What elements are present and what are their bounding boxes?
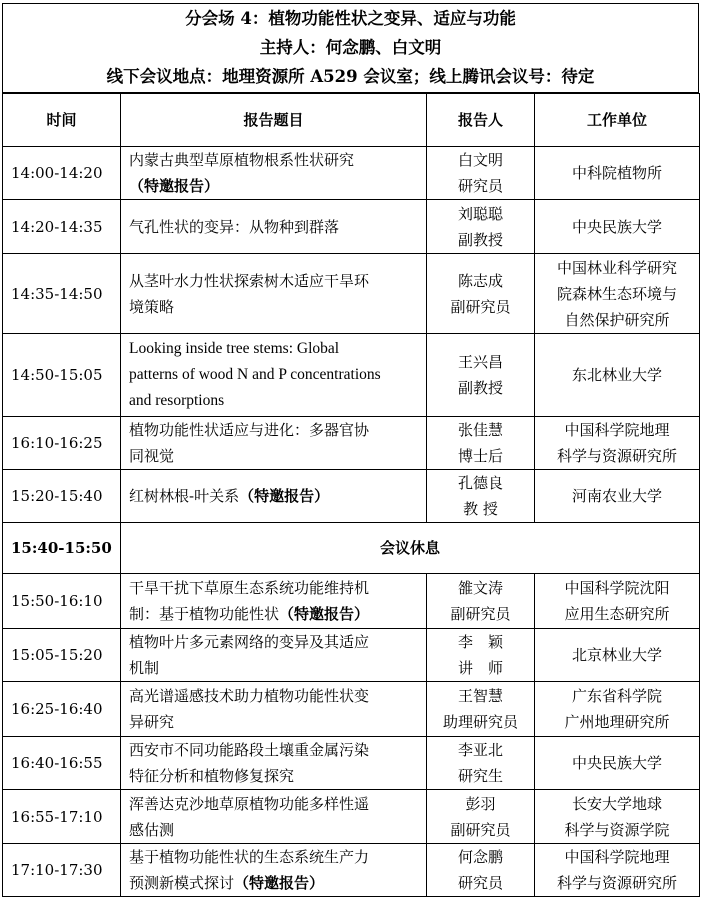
- session-header: [2, 3, 699, 93]
- cell-line: 中国林业科学研究: [556, 258, 677, 277]
- cell-line: 白文明: [457, 151, 503, 169]
- topic-cell: [121, 844, 427, 897]
- column-header-speaker: 报告人: [427, 94, 535, 147]
- cell-line: 副研究员: [450, 605, 511, 623]
- cell-line: 中央民族大学: [571, 754, 662, 772]
- speaker-cell: [427, 682, 535, 737]
- topic-line: 内蒙古典型草原植物根系性状研究: [129, 151, 355, 169]
- topic-line: 植物功能性状适应与进化：多器官协: [129, 421, 370, 439]
- topic-line: 植物叶片多元素网络的变异及其适应: [129, 633, 370, 651]
- affiliation-cell: [535, 682, 700, 737]
- affiliation-cell: [535, 629, 700, 682]
- topic-line: 预测新模式探讨: [129, 874, 235, 892]
- topic-line: Looking inside tree stems: Global: [129, 340, 340, 357]
- table-row: [3, 254, 700, 334]
- speaker-cell: [427, 417, 535, 470]
- cell-line: 研究生: [457, 767, 503, 785]
- speaker-cell: [427, 147, 535, 200]
- affiliation-cell: [535, 254, 700, 334]
- session-host: 主持人：何念鹏、白文明: [259, 38, 442, 57]
- cell-line: 河南农业大学: [571, 487, 662, 505]
- time-cell: 16:55-17:10: [3, 790, 121, 844]
- topic-cell: [121, 629, 427, 682]
- topic-line: 制：基于植物功能性状: [129, 605, 280, 623]
- table-row: [3, 574, 700, 629]
- table-row: [3, 629, 700, 682]
- affiliation-cell: [535, 200, 700, 254]
- time-cell: 14:35-14:50: [3, 254, 121, 334]
- topic-cell: [121, 147, 427, 200]
- table-row: [3, 790, 700, 844]
- cell-line: 博士后: [457, 447, 503, 465]
- topic-cell: [121, 790, 427, 844]
- speaker-cell: [427, 200, 535, 254]
- table-row: [3, 200, 700, 254]
- time-cell: 15:05-15:20: [3, 629, 121, 682]
- affiliation-cell: [535, 334, 700, 417]
- cell-line: 副研究员: [450, 297, 511, 316]
- time-cell: 16:25-16:40: [3, 682, 121, 737]
- cell-line: 科学与资源研究所: [556, 447, 677, 465]
- column-header-time: 时间: [3, 94, 121, 147]
- topic-line-wrap: [129, 173, 422, 199]
- topic-cell: [121, 334, 427, 417]
- cell-line: 自然保护研究所: [564, 310, 670, 329]
- session-venue: 线下会议地点：地理资源所 A529 会议室；线上腾讯会议号：待定: [106, 67, 595, 86]
- topic-line: 从茎叶水力性状探索树木适应干旱环: [129, 271, 370, 290]
- cell-line: 应用生态研究所: [564, 605, 670, 623]
- topic-cell: [121, 254, 427, 334]
- cell-line: 长安大学地球: [571, 794, 662, 813]
- topic-line: and resorptions: [129, 392, 225, 409]
- table-row: [3, 737, 700, 790]
- topic-line: patterns of wood N and P concentrations: [129, 366, 381, 383]
- table-row: [3, 334, 700, 417]
- topic-line: 同视觉: [129, 447, 175, 465]
- break-label: 会议休息: [121, 523, 700, 574]
- topic-line: 浑善达克沙地草原植物功能多样性遥: [129, 794, 370, 813]
- speaker-cell: [427, 334, 535, 417]
- time-cell: 15:20-15:40: [3, 470, 121, 523]
- table-row: [3, 682, 700, 737]
- cell-line: 中国科学院地理: [564, 421, 670, 439]
- affiliation-cell: [535, 574, 700, 629]
- topic-line-wrap: [129, 601, 422, 627]
- cell-line: 李 颖: [457, 633, 503, 651]
- cell-line: 北京林业大学: [571, 646, 662, 664]
- speaker-cell: [427, 254, 535, 334]
- cell-line: 副教授: [457, 230, 503, 249]
- topic-line-wrap: [129, 870, 422, 896]
- affiliation-cell: [535, 790, 700, 844]
- table-row: [3, 470, 700, 523]
- table-row: [3, 844, 700, 897]
- cell-line: 王兴昌: [457, 353, 503, 371]
- cell-line: 雒文涛: [457, 579, 503, 597]
- cell-line: 中国科学院沈阳: [564, 579, 670, 597]
- cell-line: 副研究员: [450, 820, 511, 839]
- affiliation-cell: [535, 844, 700, 897]
- cell-line: 助理研究员: [442, 713, 518, 731]
- topic-cell: [121, 200, 427, 254]
- topic-line: 境策略: [129, 297, 175, 316]
- break-row: [3, 523, 700, 574]
- speaker-cell: [427, 574, 535, 629]
- break-time: 15:40-15:50: [3, 523, 121, 574]
- invited-talk-tag: （特邀报告）: [129, 177, 220, 195]
- cell-line: 李亚北: [457, 741, 503, 759]
- topic-cell: [121, 737, 427, 790]
- cell-line: 副教授: [457, 379, 503, 397]
- cell-line: 科学与资源研究所: [556, 874, 677, 892]
- cell-line: 讲 师: [457, 659, 503, 677]
- time-cell: 14:20-14:35: [3, 200, 121, 254]
- affiliation-cell: [535, 737, 700, 790]
- cell-line: 陈志成: [457, 271, 503, 290]
- speaker-cell: [427, 790, 535, 844]
- affiliation-cell: [535, 417, 700, 470]
- topic-line: 机制: [129, 659, 160, 677]
- cell-line: 广东省科学院: [571, 687, 662, 705]
- topic-cell: [121, 574, 427, 629]
- topic-cell: [121, 682, 427, 737]
- affiliation-cell: [535, 147, 700, 200]
- cell-line: 王智慧: [457, 687, 503, 705]
- time-cell: 16:10-16:25: [3, 417, 121, 470]
- affiliation-cell: [535, 470, 700, 523]
- speaker-cell: [427, 629, 535, 682]
- table-row: [3, 147, 700, 200]
- topic-line: 特征分析和植物修复探究: [129, 767, 295, 785]
- topic-line: 基于植物功能性状的生态系统生产力: [129, 848, 370, 866]
- cell-line: 东北林业大学: [571, 366, 662, 384]
- cell-line: 科学与资源学院: [564, 820, 670, 839]
- cell-line: 张佳慧: [457, 421, 503, 439]
- cell-line: 刘聪聪: [457, 204, 503, 223]
- table-header-row: [3, 94, 700, 147]
- cell-line: 教 授: [463, 500, 498, 518]
- column-header-unit: 工作单位: [535, 94, 700, 147]
- topic-line: 红树林根-叶关系: [129, 487, 240, 505]
- speaker-cell: [427, 470, 535, 523]
- schedule-table: [2, 93, 700, 897]
- topic-cell: [121, 470, 427, 523]
- speaker-cell: [427, 844, 535, 897]
- cell-line: 广州地理研究所: [564, 713, 670, 731]
- session-title: 分会场 4：植物功能性状之变异、适应与功能: [185, 9, 516, 28]
- cell-line: 中国科学院地理: [564, 848, 670, 866]
- topic-line: 高光谱遥感技术助力植物功能性状变: [129, 687, 370, 705]
- time-cell: 16:40-16:55: [3, 737, 121, 790]
- cell-line: 研究员: [457, 177, 503, 195]
- column-header-topic: 报告题目: [121, 94, 427, 147]
- schedule-body: [3, 147, 700, 897]
- time-cell: 17:10-17:30: [3, 844, 121, 897]
- cell-line: 何念鹏: [457, 848, 503, 866]
- invited-talk-tag: （特邀报告）: [234, 874, 325, 892]
- cell-line: 彭羽: [465, 794, 496, 813]
- topic-line: 气孔性状的变异：从物种到群落: [129, 217, 340, 236]
- cell-line: 研究员: [457, 874, 503, 892]
- topic-line-wrap: [129, 483, 422, 509]
- topic-line: 干旱干扰下草原生态系统功能维持机: [129, 579, 370, 597]
- topic-cell: [121, 417, 427, 470]
- cell-line: 院森林生态环境与: [556, 284, 677, 303]
- topic-line: 西安市不同功能路段土壤重金属污染: [129, 741, 370, 759]
- invited-talk-tag: （特邀报告）: [279, 605, 370, 623]
- cell-line: 孔德良: [457, 474, 503, 492]
- table-row: [3, 417, 700, 470]
- invited-talk-tag: （特邀报告）: [239, 487, 330, 505]
- time-cell: 14:00-14:20: [3, 147, 121, 200]
- topic-line: 异研究: [129, 713, 175, 731]
- cell-line: 中科院植物所: [571, 164, 662, 182]
- topic-line: 感估测: [129, 820, 175, 839]
- time-cell: 15:50-16:10: [3, 574, 121, 629]
- time-cell: 14:50-15:05: [3, 334, 121, 417]
- speaker-cell: [427, 737, 535, 790]
- cell-line: 中央民族大学: [571, 217, 662, 236]
